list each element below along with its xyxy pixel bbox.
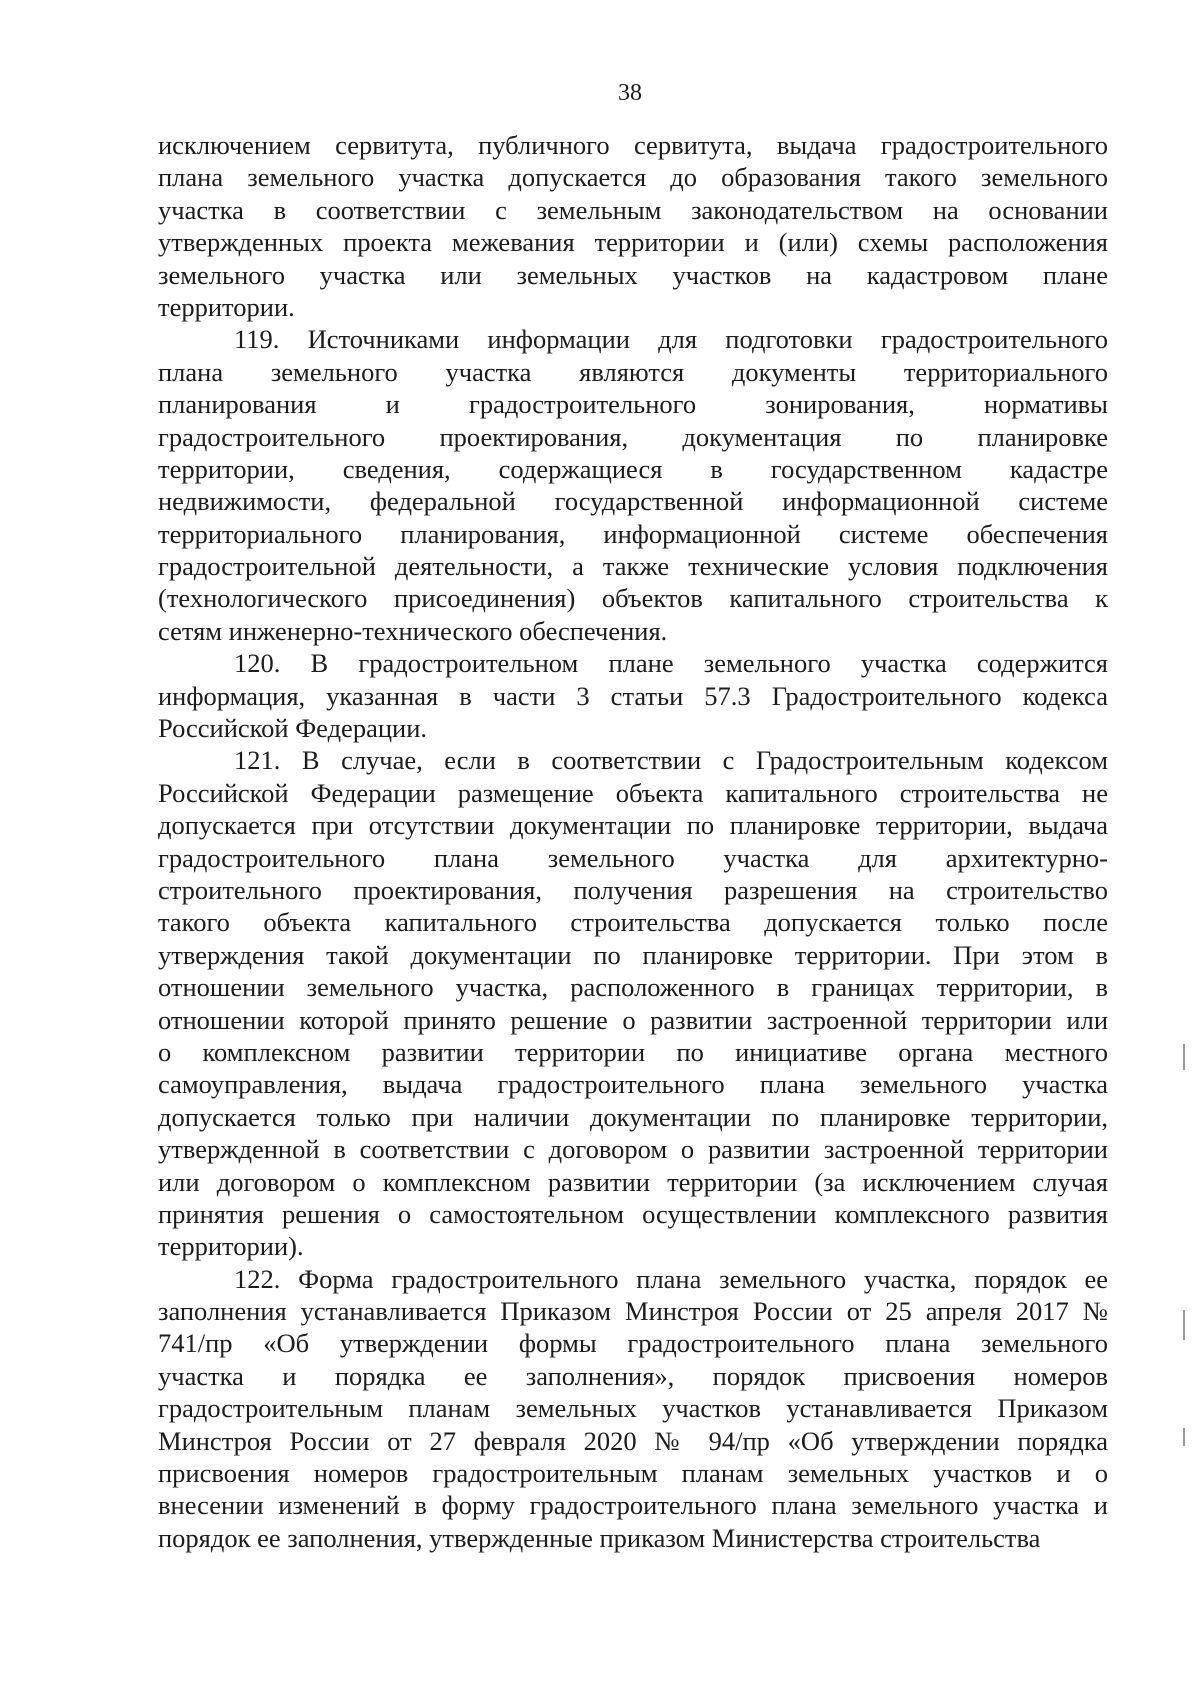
text-line: территории.	[158, 291, 295, 322]
paragraph	[158, 129, 1108, 323]
text-line: 122. Форма градостроительного плана земельного участка, порядок ее	[234, 1263, 1108, 1294]
text-line: присвоения номеров градостроительным планам земельных участков и о	[158, 1458, 1108, 1489]
text-line: недвижимости, федеральной государственной информационной системе	[158, 486, 1108, 517]
text-line: градостроительного плана земельного участка для архитектурно-	[158, 842, 1108, 873]
page-number: 38	[618, 80, 642, 106]
text-line: утвержденных проекта межевания территории и (или) схемы расположения	[158, 227, 1108, 258]
text-line: градостроительным планам земельных участков устанавливается Приказом	[158, 1393, 1108, 1424]
text-line: участка и порядка ее заполнения», порядок присвоения номеров	[158, 1360, 1108, 1391]
text-line: градостроительной деятельности, а также технические условия подключения	[158, 551, 1108, 582]
text-line: плана земельного участка допускается до образования такого земельного	[158, 162, 1108, 193]
text-line: порядок ее заполнения, утвержденные приказом Министерства строительства	[158, 1522, 1041, 1553]
text-line: принятия решения о самостоятельном осуществлении комплексного развития	[158, 1198, 1108, 1229]
text-line: градостроительного проектирования, документация по планировке	[158, 421, 1108, 452]
scan-edge-mark	[1183, 1428, 1185, 1446]
text-line: участка в соответствии с земельным законодательством на основании	[158, 194, 1108, 225]
text-line: Российской Федерации.	[158, 713, 427, 744]
text-line: исключением сервитута, публичного сервитута, выдача градостроительного	[158, 130, 1108, 160]
text-line: Российской Федерации размещение объекта капитального строительства не	[158, 777, 1108, 808]
text-line: плана земельного участка являются документы территориального	[158, 356, 1108, 387]
text-line: отношении земельного участка, расположенного в границах территории, в	[158, 972, 1108, 1003]
text-line: или договором о комплексном развитии территории (за исключением случая	[158, 1166, 1108, 1197]
text-line: о комплексном развитии территории по инициативе органа местного	[158, 1036, 1108, 1067]
text-line: утверждения такой документации по планировке территории. При этом в	[158, 939, 1108, 970]
text-line: сетям инженерно-технического обеспечения.	[158, 615, 668, 646]
text-line: заполнения устанавливается Приказом Минстроя России от 25 апреля 2017 №	[158, 1296, 1108, 1327]
text-line: планирования и градостроительного зонирования, нормативы	[158, 389, 1108, 420]
text-line: строительного проектирования, получения разрешения на строительство	[158, 874, 1108, 905]
text-line: допускается при отсутствии документации по планировке территории, выдача	[158, 810, 1108, 841]
text-line: утвержденной в соответствии с договором о развитии застроенной территории	[158, 1134, 1108, 1165]
text-line: 121. В случае, если в соответствии с Градостроительным кодексом	[234, 745, 1108, 776]
text-line: самоуправления, выдача градостроительного плана земельного участка	[158, 1069, 1108, 1100]
text-line: (технологического присоединения) объектов капитального строительства к	[158, 583, 1108, 614]
text-line: 119. Источниками информации для подготовки градостроительного	[234, 324, 1108, 355]
paragraph	[158, 1263, 1108, 1555]
document-body	[158, 129, 1108, 1554]
scan-edge-mark	[1183, 1044, 1185, 1070]
text-line: территории).	[158, 1231, 304, 1262]
scan-edge-mark	[1183, 1310, 1185, 1340]
text-line: 741/пр «Об утверждении формы градостроительного плана земельного	[158, 1328, 1108, 1359]
text-line: Минстроя России от 27 февраля 2020 № 94/пр «Об утверждении порядка	[158, 1425, 1108, 1456]
text-line: земельного участка или земельных участков на кадастровом плане	[158, 259, 1108, 290]
text-line: территории, сведения, содержащиеся в государственном кадастре	[158, 453, 1108, 484]
paragraph	[158, 647, 1108, 744]
text-line: территориального планирования, информационной системе обеспечения	[158, 518, 1108, 549]
text-line: внесении изменений в форму градостроительного плана земельного участка и	[158, 1490, 1108, 1521]
text-line: информация, указанная в части 3 статьи 57.3 Градостроительного кодекса	[158, 680, 1108, 711]
paragraph	[158, 323, 1108, 647]
text-line: 120. В градостроительном плане земельного участка содержится	[234, 648, 1108, 679]
text-line: отношении которой принято решение о развитии застроенной территории или	[158, 1004, 1108, 1035]
text-line: такого объекта капитального строительства допускается только после	[158, 907, 1108, 938]
paragraph	[158, 744, 1108, 1262]
text-line: допускается только при наличии документации по планировке территории,	[158, 1101, 1108, 1132]
